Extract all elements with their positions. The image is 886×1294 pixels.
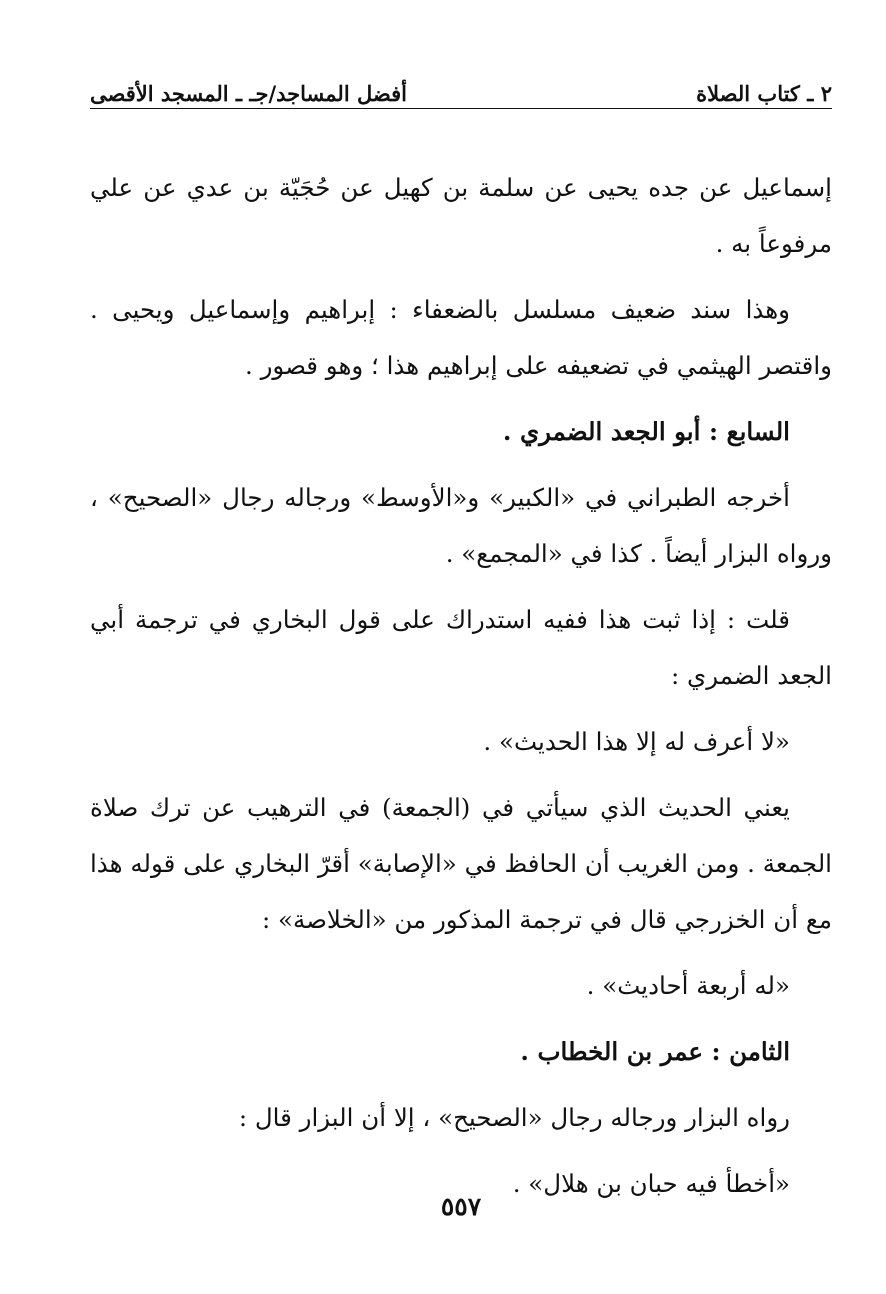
- paragraph-note: قلت : إذا ثبت هذا ففيه استدراك على قول البخاري في ترجمة أبي الجعد الضمري :: [90, 605, 832, 690]
- heading-seventh: السابع : أبو الجعد الضمري .: [502, 417, 790, 446]
- paragraph-meaning: يعني الحديث الذي سيأتي في (الجمعة) في الترهيب عن ترك صلاة الجمعة . ومن الغريب أن الحافظ في «الإصابة» أقرّ البخاري على قوله هذا مع أن الخزرجي قال في ترجمة المذكور من «الخلاصة» :: [90, 793, 832, 934]
- page-number: ٥٥٧: [440, 1192, 482, 1221]
- paragraph-tabarani: أخرجه الطبراني في «الكبير» و«الأوسط» ورجاله رجال «الصحيح» ، ورواه البزار أيضاً . كذا في «المجمع» .: [90, 483, 832, 568]
- page-body: [90, 160, 832, 1222]
- quote-khulasa: «له أربعة أحاديث» .: [586, 971, 790, 1000]
- quote-bazzar: «أخطأ فيه حبان بن هلال» .: [512, 1169, 790, 1198]
- paragraph-bazzar: رواه البزار ورجاله رجال «الصحيح» ، إلا أن البزار قال :: [238, 1103, 790, 1132]
- header-divider: [90, 108, 832, 109]
- running-header: [90, 70, 832, 106]
- header-section: ٢ ـ كتاب الصلاة: [696, 81, 832, 106]
- heading-eighth: الثامن : عمر بن الخطاب .: [520, 1037, 790, 1066]
- paragraph-weak-chain: وهذا سند ضعيف مسلسل بالضعفاء : إبراهيم وإسماعيل ويحيى . واقتصر الهيثمي في تضعيفه على إبراهيم هذا ؛ وهو قصور .: [90, 295, 832, 380]
- book-page: [90, 0, 832, 1294]
- paragraph-continuation: إسماعيل عن جده يحيى عن سلمة بن كهيل عن حُجَيّة بن عدي عن علي مرفوعاً به .: [90, 173, 832, 258]
- header-title: أفضل المساجد/جـ ـ المسجد الأقصى: [90, 81, 407, 106]
- quote-bukhari: «لا أعرف له إلا هذا الحديث» .: [483, 727, 790, 756]
